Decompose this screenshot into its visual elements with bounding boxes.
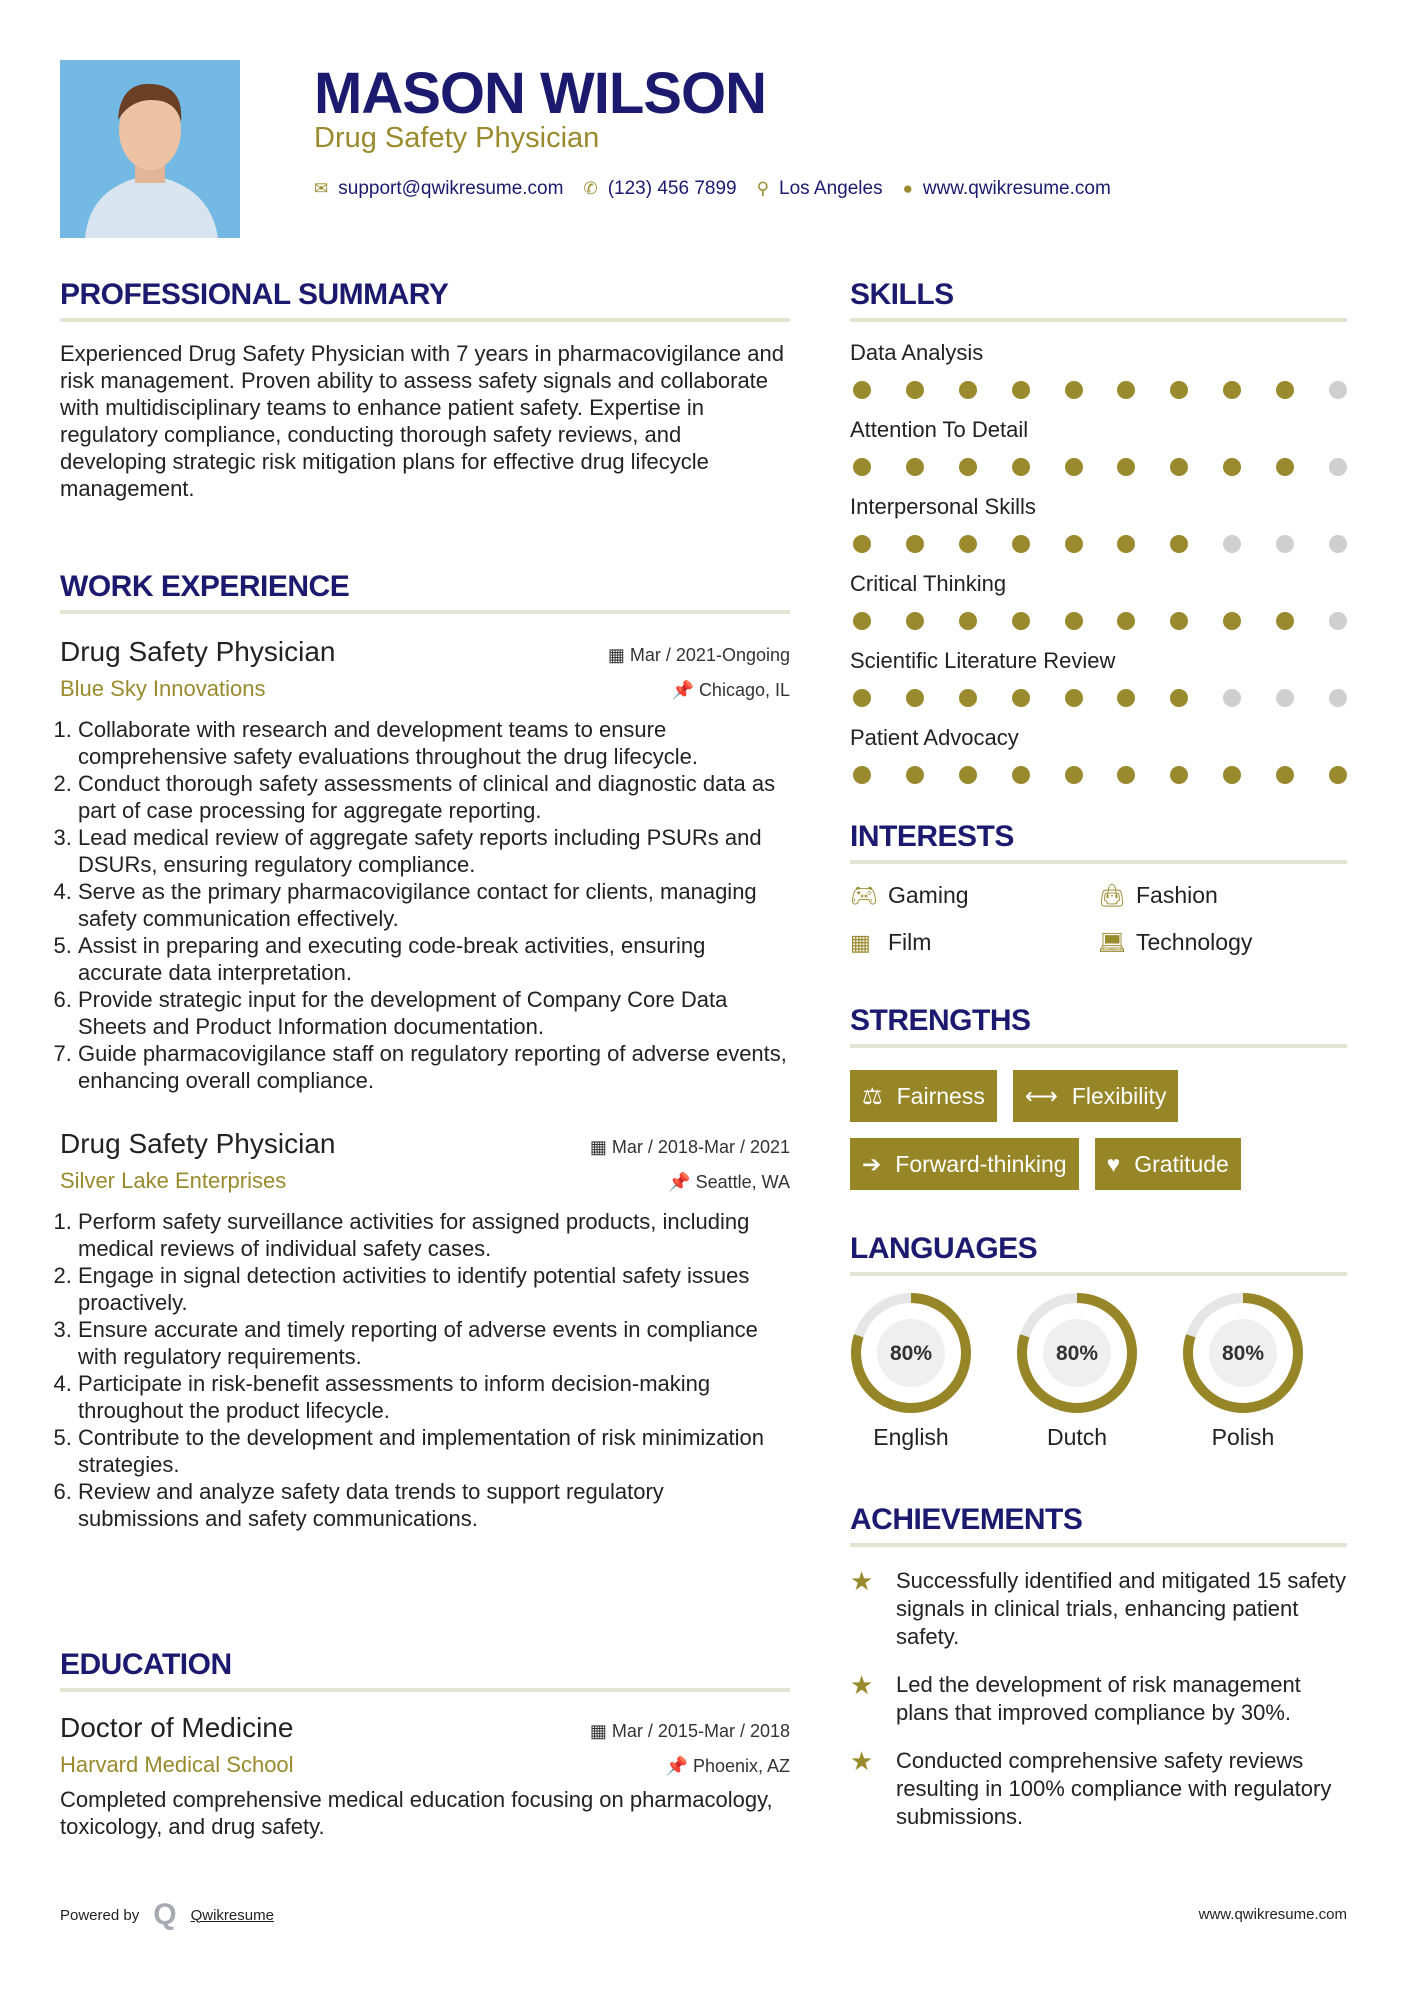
job-bullets — [60, 716, 790, 1094]
arrows-horizontal-icon: ⟷ — [1024, 1082, 1058, 1109]
envelope-icon: ✉ — [314, 179, 329, 198]
skill-item — [850, 647, 1347, 707]
bullet-item: 2. Conduct thorough safety assessments of clinical and diagnostic data as part of case processing for aggregate reporting. — [78, 770, 790, 824]
summary-section — [60, 278, 790, 502]
experience-section — [60, 570, 790, 1532]
skill-rating — [850, 458, 1347, 476]
bullet-item: 4. Serve as the primary pharmacovigilance contact for clients, managing safety communication effectively. — [78, 878, 790, 932]
education-dates: Mar / 2015-Mar / 2018 — [611, 1721, 790, 1741]
rating-dot-filled — [959, 612, 977, 630]
calendar-icon: ▦ — [589, 1137, 612, 1157]
rating-dot-filled — [959, 458, 977, 476]
rating-dot-filled — [1276, 458, 1294, 476]
language-item — [1016, 1292, 1138, 1451]
divider — [60, 318, 790, 322]
calendar-icon: ▦ — [589, 1721, 612, 1741]
rating-dot-filled — [853, 612, 871, 630]
school: Harvard Medical School — [60, 1752, 294, 1777]
bullet-item: 5. Contribute to the development and implementation of risk minimization strategies. — [78, 1424, 790, 1478]
language-progress-ring — [1182, 1292, 1304, 1414]
interest-item — [850, 929, 1098, 956]
interest-item — [850, 882, 1098, 909]
strength-label: Gratitude — [1134, 1150, 1229, 1177]
job-bullets — [60, 1208, 790, 1532]
achievement-text: Conducted comprehensive safety reviews resulting in 100% compliance with regulatory submissions. — [896, 1748, 1332, 1829]
language-progress-ring — [1016, 1292, 1138, 1414]
balance-scale-icon: ⚖ — [862, 1082, 883, 1109]
bullet-item: 6. Provide strategic input for the development of Company Core Data Sheets and Product Information documentation. — [78, 986, 790, 1040]
rating-dot-filled — [1012, 381, 1030, 399]
rating-dot-filled — [906, 689, 924, 707]
rating-dot-filled — [959, 535, 977, 553]
star-icon: ★ — [850, 1670, 874, 1700]
website-link[interactable]: www.qwikresume.com — [922, 178, 1111, 199]
achievements-section — [850, 1503, 1347, 1831]
degree: Doctor of Medicine — [60, 1712, 294, 1743]
skill-label: Attention To Detail — [850, 417, 1029, 442]
bullet-item: 1. Perform safety surveillance activities for assigned products, including medical reviews of individual safety cases. — [78, 1208, 790, 1262]
rating-dot-empty — [1329, 535, 1347, 553]
section-heading: PROFESSIONAL SUMMARY — [60, 278, 449, 311]
skill-item — [850, 493, 1347, 553]
language-percent: 80% — [1055, 1342, 1099, 1365]
rating-dot-filled — [906, 458, 924, 476]
profile-photo — [60, 60, 240, 238]
language-item — [850, 1292, 972, 1451]
job-header — [60, 1128, 790, 1160]
language-name: Polish — [1211, 1424, 1275, 1450]
calendar-icon: ▦ — [607, 645, 630, 665]
strength-label: Flexibility — [1071, 1082, 1167, 1109]
gamepad-icon: 🎮︎ — [850, 882, 878, 908]
job-dates: Mar / 2018-Mar / 2021 — [611, 1137, 790, 1157]
skill-item — [850, 416, 1347, 476]
candidate-name: MASON WILSON — [314, 61, 766, 126]
rating-dot-filled — [1170, 535, 1188, 553]
rating-dot-empty — [1276, 689, 1294, 707]
rating-dot-filled — [1065, 689, 1083, 707]
divider — [850, 1044, 1347, 1048]
job-subheader — [60, 668, 790, 702]
rating-dot-filled — [1065, 381, 1083, 399]
rating-dot-filled — [1012, 689, 1030, 707]
achievement-item — [850, 1567, 1347, 1651]
shopping-bag-icon: 👜︎ — [1098, 882, 1126, 908]
company-name: Silver Lake Enterprises — [60, 1168, 287, 1193]
job-title: Drug Safety Physician — [60, 1128, 336, 1159]
skill-item — [850, 339, 1347, 399]
rating-dot-filled — [1170, 612, 1188, 630]
job-location: Chicago, IL — [698, 680, 790, 700]
rating-dot-filled — [1170, 689, 1188, 707]
rating-dot-filled — [853, 381, 871, 399]
rating-dot-filled — [1117, 535, 1135, 553]
bullet-item: 1. Collaborate with research and development teams to ensure comprehensive safety evaluations throughout the drug lifecycle. — [78, 716, 790, 770]
rating-dot-filled — [959, 381, 977, 399]
achievement-item — [850, 1671, 1347, 1727]
rating-dot-filled — [1223, 458, 1241, 476]
interest-label: Film — [888, 929, 932, 955]
achievement-item — [850, 1747, 1347, 1831]
rating-dot-filled — [1170, 458, 1188, 476]
rating-dot-empty — [1276, 535, 1294, 553]
rating-dot-filled — [1117, 612, 1135, 630]
rating-dot-filled — [1170, 381, 1188, 399]
job-header — [60, 636, 790, 668]
interests-section — [850, 820, 1347, 956]
pin-icon: 📌 — [668, 1172, 696, 1192]
interest-label: Fashion — [1136, 882, 1218, 908]
strength-badge — [1013, 1070, 1179, 1122]
star-icon: ★ — [850, 1566, 874, 1596]
skill-label: Critical Thinking — [850, 571, 1007, 596]
rating-dot-filled — [906, 766, 924, 784]
interest-label: Gaming — [888, 882, 969, 908]
skill-label: Interpersonal Skills — [850, 494, 1036, 519]
skill-item — [850, 724, 1347, 784]
rating-dot-filled — [853, 535, 871, 553]
strengths-section — [850, 1004, 1347, 1190]
strength-badge — [850, 1138, 1079, 1190]
pin-icon: 📌 — [665, 1756, 693, 1776]
bullet-item: 3. Lead medical review of aggregate safety reports including PSURs and DSURs, ensuring regulatory compliance. — [78, 824, 790, 878]
pin-icon: 📌 — [671, 680, 699, 700]
divider — [60, 610, 790, 614]
strength-label: Forward-thinking — [895, 1150, 1067, 1177]
job-location: Seattle, WA — [695, 1172, 790, 1192]
contact-bar — [314, 178, 1111, 200]
star-icon: ★ — [850, 1746, 874, 1776]
rating-dot-filled — [1065, 612, 1083, 630]
film-icon: ▦ — [850, 929, 871, 955]
rating-dot-empty — [1223, 535, 1241, 553]
arrow-right-icon: ➔ — [862, 1150, 882, 1177]
skill-label: Data Analysis — [850, 340, 984, 365]
rating-dot-filled — [959, 766, 977, 784]
section-heading: LANGUAGES — [850, 1232, 1038, 1265]
job-entry — [60, 636, 790, 1094]
rating-dot-filled — [906, 381, 924, 399]
strength-badge — [1095, 1138, 1241, 1190]
rating-dot-filled — [1065, 458, 1083, 476]
rating-dot-filled — [853, 766, 871, 784]
rating-dot-filled — [1329, 766, 1347, 784]
language-percent: 80% — [889, 1342, 933, 1365]
section-heading: EDUCATION — [60, 1648, 232, 1681]
brand-link[interactable]: Qwikresume — [190, 1906, 274, 1924]
rating-dot-filled — [1065, 535, 1083, 553]
divider — [850, 318, 1347, 322]
globe-icon: ● — [902, 179, 913, 198]
language-name: Dutch — [1046, 1424, 1108, 1450]
rating-dot-filled — [1065, 766, 1083, 784]
rating-dot-filled — [1117, 766, 1135, 784]
education-text: Completed comprehensive medical education focusing on pharmacology, toxicology, and drug safety. — [60, 1787, 773, 1839]
strength-badge — [850, 1070, 997, 1122]
rating-dot-filled — [1012, 612, 1030, 630]
rating-dot-filled — [906, 535, 924, 553]
rating-dot-empty — [1329, 458, 1347, 476]
rating-dot-filled — [1276, 612, 1294, 630]
rating-dot-filled — [906, 612, 924, 630]
divider — [850, 1543, 1347, 1547]
rating-dot-filled — [1170, 766, 1188, 784]
rating-dot-filled — [1223, 766, 1241, 784]
section-heading: WORK EXPERIENCE — [60, 570, 350, 603]
rating-dot-empty — [1223, 689, 1241, 707]
education-location: Phoenix, AZ — [692, 1756, 790, 1776]
divider — [850, 1272, 1347, 1276]
divider — [60, 1688, 790, 1692]
bullet-item: 6. Review and analyze safety data trends to support regulatory submissions and safety communications. — [78, 1478, 790, 1532]
skill-rating — [850, 766, 1347, 784]
rating-dot-empty — [1329, 689, 1347, 707]
languages-section — [850, 1232, 1347, 1451]
language-name: English — [873, 1424, 949, 1450]
bullet-item: 7. Guide pharmacovigilance staff on regulatory reporting of adverse events, enhancing overall compliance. — [78, 1040, 790, 1094]
skill-label: Patient Advocacy — [850, 725, 1019, 750]
location-text: Los Angeles — [779, 178, 883, 199]
skill-rating — [850, 535, 1347, 553]
job-dates-wrap — [608, 645, 790, 666]
company-name: Blue Sky Innovations — [60, 676, 266, 701]
interest-item — [1098, 882, 1346, 909]
rating-dot-filled — [1223, 381, 1241, 399]
rating-dot-filled — [1276, 766, 1294, 784]
interest-label: Technology — [1136, 929, 1253, 955]
phone-text: (123) 456 7899 — [607, 178, 737, 199]
section-heading: SKILLS — [850, 278, 954, 311]
bullet-item: 5. Assist in preparing and executing code-break activities, ensuring accurate data interpretation. — [78, 932, 790, 986]
skill-rating — [850, 381, 1347, 399]
section-heading: INTERESTS — [850, 820, 1014, 853]
skills-section — [850, 278, 1347, 784]
rating-dot-filled — [1117, 458, 1135, 476]
job-location-wrap — [668, 1172, 790, 1193]
divider — [850, 860, 1347, 864]
footer-left — [60, 1900, 274, 1930]
rating-dot-filled — [1117, 381, 1135, 399]
rating-dot-filled — [1012, 535, 1030, 553]
footer-website[interactable]: www.qwikresume.com — [1198, 1906, 1347, 1923]
laptop-icon: 💻︎ — [1098, 929, 1126, 955]
section-heading: STRENGTHS — [850, 1004, 1031, 1037]
bullet-item: 4. Participate in risk-benefit assessments to inform decision-making throughout the product lifecycle. — [78, 1370, 790, 1424]
bullet-item: 2. Engage in signal detection activities to identify potential safety issues proactively. — [78, 1262, 790, 1316]
rating-dot-filled — [853, 689, 871, 707]
job-location-wrap — [672, 680, 790, 701]
skill-rating — [850, 689, 1347, 707]
rating-dot-filled — [1012, 766, 1030, 784]
rating-dot-filled — [853, 458, 871, 476]
language-item — [1182, 1292, 1304, 1451]
rating-dot-filled — [1276, 381, 1294, 399]
section-heading: ACHIEVEMENTS — [850, 1503, 1083, 1536]
map-marker-icon: ⚲ — [756, 179, 770, 198]
interest-item — [1098, 929, 1346, 956]
summary-text: Experienced Drug Safety Physician with 7 years in pharmacovigilance and risk management. Proven ability to assess safety signals and collaborate with multidisciplinary teams to enhance patient safety. Expertise in regulatory compliance, conducting thorough safety reviews, and developing strategic risk mitigation plans for effective drug lifecycle management. — [60, 341, 784, 501]
education-section — [60, 1648, 790, 1840]
email-link[interactable]: support@qwikresume.com — [338, 178, 564, 199]
skill-item — [850, 570, 1347, 630]
powered-by-text: Powered by — [60, 1906, 140, 1924]
achievement-text: Successfully identified and mitigated 15 safety signals in clinical trials, enhancing patient safety. — [896, 1568, 1347, 1649]
language-percent: 80% — [1221, 1342, 1265, 1365]
achievement-text: Led the development of risk management plans that improved compliance by 30%. — [896, 1672, 1301, 1725]
rating-dot-filled — [959, 689, 977, 707]
skill-label: Scientific Literature Review — [850, 648, 1116, 673]
language-progress-ring — [850, 1292, 972, 1414]
heart-icon: ♥ — [1106, 1150, 1121, 1177]
rating-dot-filled — [1223, 612, 1241, 630]
bullet-item: 3. Ensure accurate and timely reporting of adverse events in compliance with regulatory requirements. — [78, 1316, 790, 1370]
job-dates: Mar / 2021-Ongoing — [629, 645, 790, 665]
rating-dot-empty — [1329, 381, 1347, 399]
job-subheader — [60, 1160, 790, 1194]
candidate-title: Drug Safety Physician — [314, 122, 600, 154]
skill-rating — [850, 612, 1347, 630]
phone-icon: ✆ — [583, 179, 598, 198]
job-entry — [60, 1128, 790, 1532]
education-entry — [60, 1712, 790, 1840]
rating-dot-filled — [1012, 458, 1030, 476]
job-dates-wrap — [590, 1137, 790, 1158]
strength-label: Fairness — [896, 1082, 985, 1109]
job-title: Drug Safety Physician — [60, 636, 336, 667]
rating-dot-empty — [1329, 612, 1347, 630]
rating-dot-filled — [1117, 689, 1135, 707]
qwikresume-logo-icon: Q — [153, 1898, 177, 1931]
